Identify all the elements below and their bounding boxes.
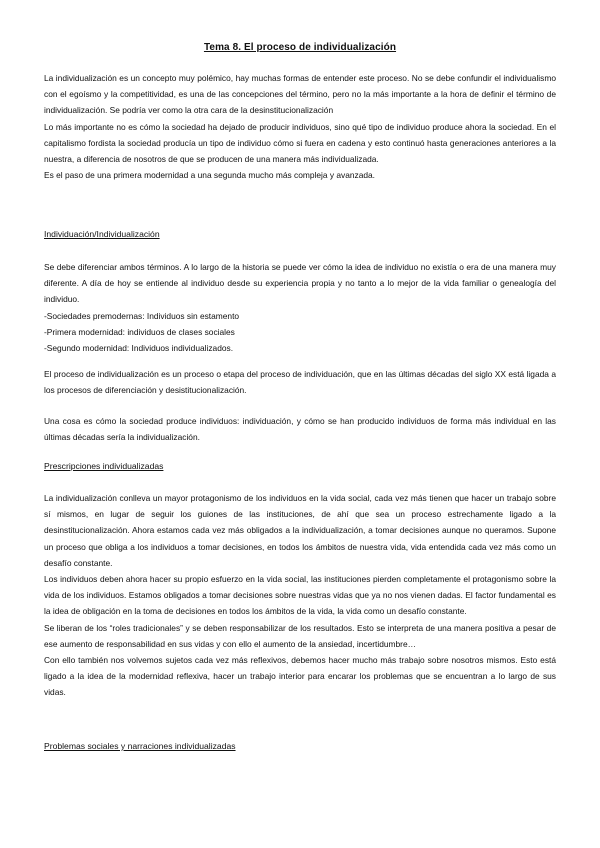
list-item: -Segundo modernidad: Individuos individualizados. [44, 343, 234, 354]
body-paragraph: Los individuos deben ahora hacer su propio esfuerzo en la vida social, las instituciones pierden completamente el protagonismo sobre la vida de los individuos. Estamos obligados a tomar decisiones sobre nuestras vidas que ya no nos vienen dadas. El factor fundamental es la idea de obligación en la toma de decisiones en todos los ámbitos de la vida, la vida como un desafío constante. [44, 574, 556, 617]
body-paragraph: Una cosa es cómo la sociedad produce individuos: individuación, y cómo se han producido individuos de forma más individual en las últimas décadas sería la individualización. [44, 416, 556, 443]
list-item: -Sociedades premodernas: Individuos sin estamento [44, 310, 240, 321]
section-heading-problemas: Problemas sociales y narraciones individualizadas [44, 741, 236, 751]
body-paragraph: El proceso de individualización es un proceso o etapa del proceso de individuación, que en las últimas décadas del siglo XX está ligada a los procesos de diferenciación y desistitucionalización. [44, 369, 556, 396]
body-paragraph: Se debe diferenciar ambos términos. A lo largo de la historia se puede ver cómo la idea de individuo no existía o era de una manera muy diferente. A día de hoy se entiende al individuo desde su experiencia propia y no tanto a lo mejor de la vida familiar o genealogía del individuo. [44, 262, 556, 305]
intro-block [44, 70, 556, 183]
section1-paragraph-3-block [44, 413, 556, 445]
section-heading-individuacion: Individuación/Individualización [44, 229, 160, 239]
body-paragraph: La individualización conlleva un mayor protagonismo de los individuos en la vida social, cada vez más tienen que hacer un trabajo sobre sí mismos, en lugar de seguir los guiones de las instituciones, de ahí que sea un proceso estrechamente ligado a la desinstitucionalización. Ahora estamos cada vez más obligados a la individualización, a tomar decisiones aunque no queramos. Supone un proceso que obliga a los individuos a tomar decisiones, en todos los ámbitos de nuestra vida, vida entendida cada vez más como un desafío constante. [44, 493, 556, 568]
section1-paragraph-2-block [44, 366, 556, 398]
document-title: Tema 8. El proceso de individualización [203, 42, 397, 53]
body-paragraph: Se liberan de los “roles tradicionales” y se deben responsabilizar de los resultados. Esto se interpreta de una manera positiva a pesar de ese aumento de responsabilidad en sus vidas y con ello el aumento de la ansiedad, incertidumbre… [44, 622, 556, 649]
section1-paragraph-1-block [44, 259, 556, 356]
section2-block [44, 490, 556, 701]
list-item: -Primera modernidad: individuos de clases sociales [44, 326, 235, 337]
section-heading-prescripciones: Prescripciones individualizadas [44, 461, 164, 471]
intro-paragraph: Es el paso de una primera modernidad a una segunda mucho más compleja y avanzada. [44, 170, 376, 181]
intro-paragraph: Lo más importante no es cómo la sociedad ha dejado de producir individuos, sino qué tipo de individuo produce ahora la sociedad. En el capitalismo fordista la sociedad producía un tipo de individuo cómo si fuera en cadena y esto continuó hasta generaciones anteriores a la nuestra, a diferencia de nosotros de que se producen de una manera más individualizada. [44, 121, 556, 165]
intro-paragraph: La individualización es un concepto muy polémico, hay muchas formas de entender este proceso. No se debe confundir el individualismo con el egoísmo y la competitividad, es una de las concepciones del término, pero no la más importante a la hora de definir el término de individualización. Se podría ver como la otra cara de la desinstitucionalización [44, 73, 556, 116]
body-paragraph: Con ello también nos volvemos sujetos cada vez más reflexivos, debemos hacer mucho más trabajo sobre nosotros mismos. Esto está ligado a la idea de la modernidad reflexiva, hacer un trabajo interior para encarar los problemas que se encuentran a lo largo de sus vidas. [44, 655, 556, 698]
